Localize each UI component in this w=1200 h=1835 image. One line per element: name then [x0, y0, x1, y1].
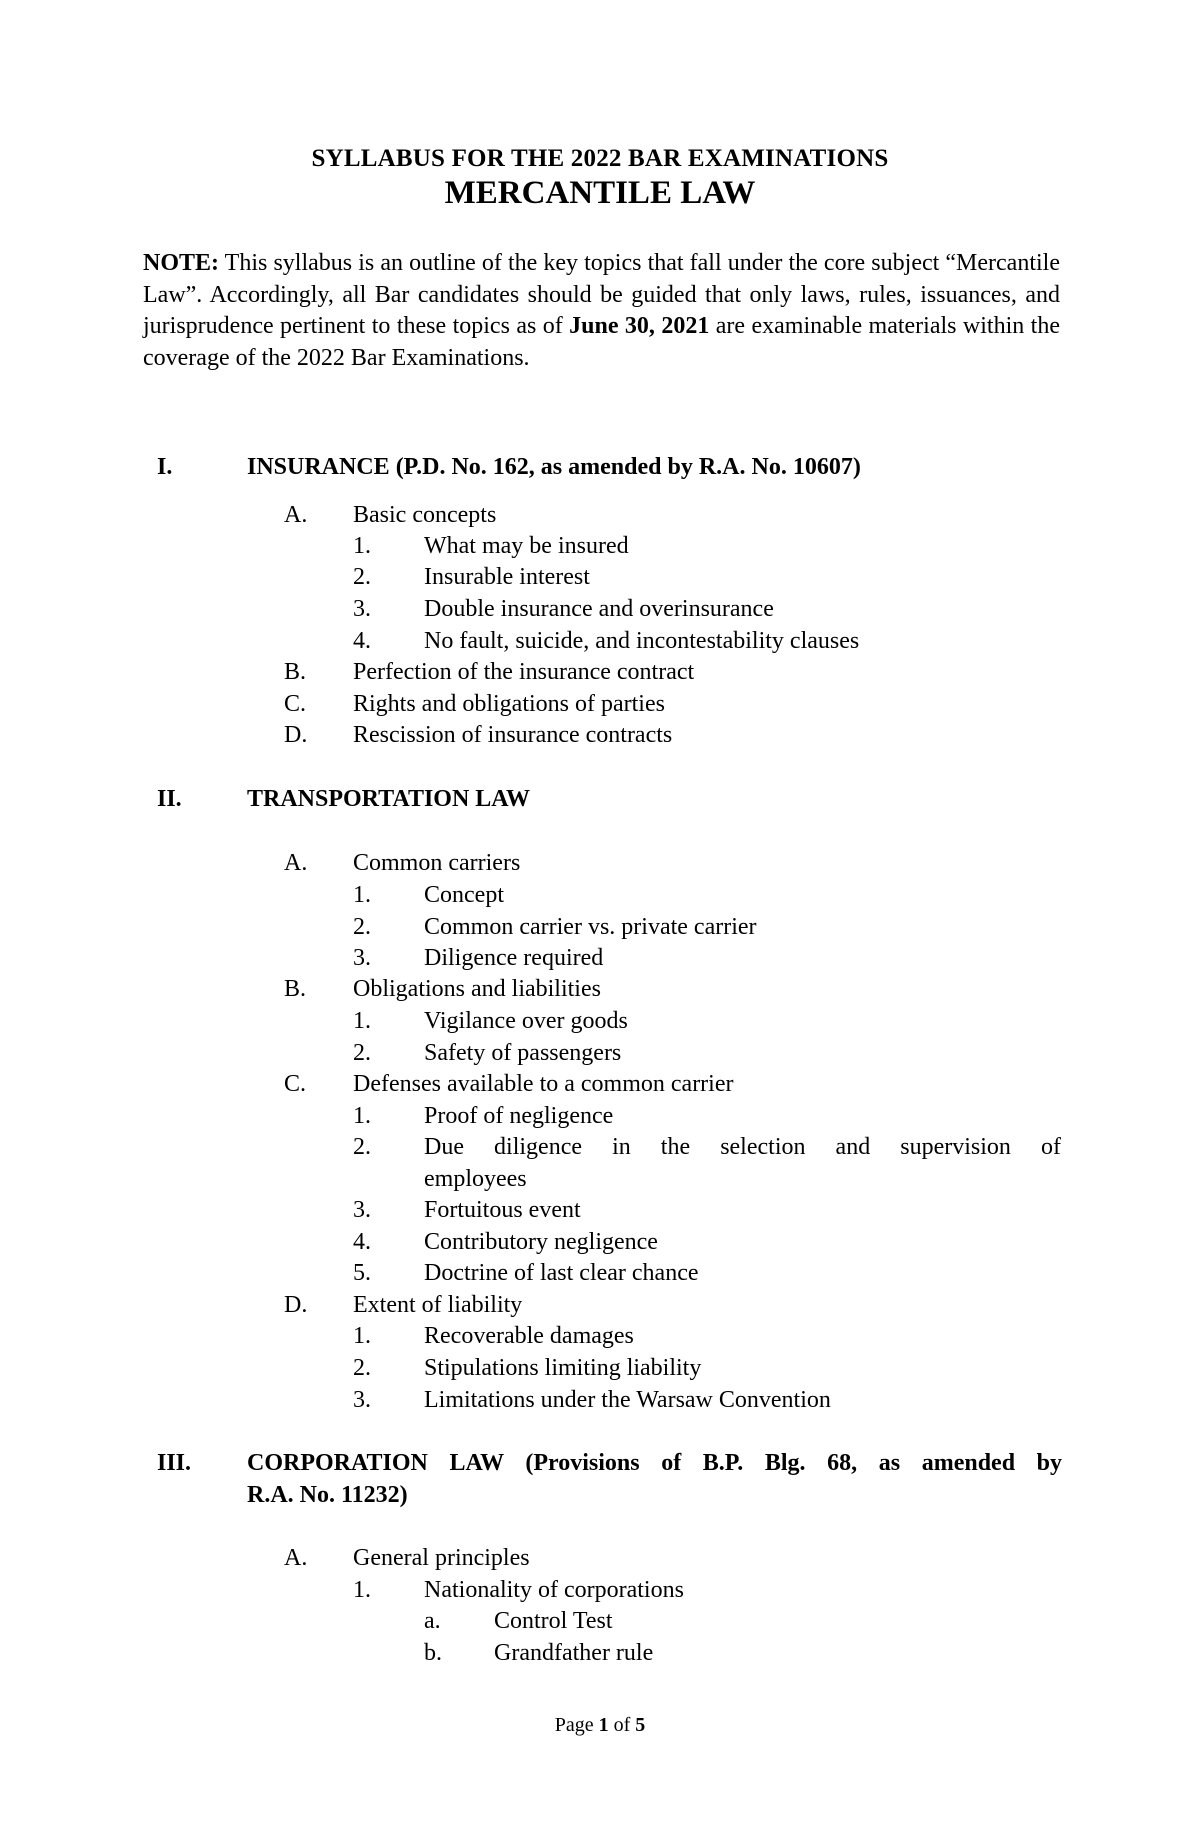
outline-item: Proof of negligence	[424, 1103, 614, 1129]
outline-label: 4.	[353, 1229, 371, 1255]
outline-item: Nationality of corporations	[424, 1577, 684, 1603]
outline-label: A.	[284, 1545, 308, 1571]
outline-label: 5.	[353, 1260, 371, 1286]
outline-label: 2.	[353, 914, 371, 940]
outline-item: Vigilance over goods	[424, 1008, 628, 1034]
outline-item: Doctrine of last clear chance	[424, 1260, 699, 1286]
outline-label: A.	[284, 850, 308, 876]
outline-item: General principles	[353, 1545, 530, 1571]
outline-label: 3.	[353, 1387, 371, 1413]
section-title: INSURANCE (P.D. No. 162, as amended by R.A. No. 10607)	[247, 454, 861, 480]
outline-item: Limitations under the Warsaw Convention	[424, 1387, 831, 1413]
outline-label: 1.	[353, 533, 371, 559]
outline-label: 2.	[353, 1134, 371, 1160]
outline-label: D.	[284, 722, 308, 748]
outline-label: D.	[284, 1292, 308, 1318]
outline-label: 1.	[353, 882, 371, 908]
outline-item: Due diligence in the selection and supervision of	[424, 1134, 1061, 1160]
outline-item: No fault, suicide, and incontestability clauses	[424, 628, 860, 654]
outline-item: Perfection of the insurance contract	[353, 659, 695, 685]
outline-label: 3.	[353, 1197, 371, 1223]
outline-item: Diligence required	[424, 945, 604, 971]
note-paragraph	[143, 248, 1060, 374]
outline-item: Double insurance and overinsurance	[424, 596, 774, 622]
outline-item: Insurable interest	[424, 564, 590, 590]
outline-item: Extent of liability	[353, 1292, 523, 1318]
outline-label: C.	[284, 691, 307, 717]
section-title-continuation: R.A. No. 11232)	[247, 1482, 408, 1508]
outline-label: 2.	[353, 1355, 371, 1381]
section-title: TRANSPORTATION LAW	[247, 786, 530, 812]
outline-item-continuation: employees	[424, 1166, 527, 1192]
note-date: June 30, 2021	[569, 313, 710, 339]
outline-label: 4.	[353, 628, 371, 654]
outline-label: 1.	[353, 1008, 371, 1034]
outline-item: What may be insured	[424, 533, 629, 559]
outline-label: 2.	[353, 564, 371, 590]
page-total: 5	[635, 1714, 646, 1736]
outline-item: Rescission of insurance contracts	[353, 722, 673, 748]
outline-item: Control Test	[494, 1608, 613, 1634]
subject-title: MERCANTILE LAW	[444, 175, 756, 211]
outline-item: Common carriers	[353, 850, 521, 876]
outline-label: b.	[424, 1640, 442, 1666]
outline-label: 2.	[353, 1040, 371, 1066]
outline-item: Stipulations limiting liability	[424, 1355, 702, 1381]
section-title: CORPORATION LAW (Provisions of B.P. Blg. 68, as amended by	[247, 1450, 1062, 1476]
outline-item: Grandfather rule	[494, 1640, 654, 1666]
outline-item: Recoverable damages	[424, 1323, 634, 1349]
page-footer	[0, 1714, 1200, 1737]
outline-item: Rights and obligations of parties	[353, 691, 665, 717]
outline-item: Obligations and liabilities	[353, 976, 601, 1002]
outline-label: A.	[284, 502, 308, 528]
outline-item: Safety of passengers	[424, 1040, 622, 1066]
outline-item: Defenses available to a common carrier	[353, 1071, 734, 1097]
outline-label: B.	[284, 659, 307, 685]
outline-label: C.	[284, 1071, 307, 1097]
note-label: NOTE:	[143, 250, 220, 276]
outline-label: B.	[284, 976, 307, 1002]
outline-label: 1.	[353, 1577, 371, 1603]
of-word: of	[608, 1714, 636, 1736]
outline-item: Concept	[424, 882, 504, 908]
outline-item: Common carrier vs. private carrier	[424, 914, 757, 940]
section-number: I.	[157, 454, 173, 480]
note-text-2: are examinable materials within the coverage of the 2022 Bar Examinations.	[143, 313, 1060, 371]
outline-label: 3.	[353, 945, 371, 971]
page-number: 1	[598, 1714, 609, 1736]
outline-label: a.	[424, 1608, 441, 1634]
section-number: III.	[157, 1450, 192, 1476]
page-word: Page	[554, 1714, 599, 1736]
outline-label: 1.	[353, 1323, 371, 1349]
note-text-1: This syllabus is an outline of the key topics that fall under the core subject “Mercantile Law”. Accordingly, all Bar candidates should be guided that only laws, rules, issuances, and jurisprudence pertinent to these topics as of	[143, 250, 1060, 339]
outline-item: Contributory negligence	[424, 1229, 658, 1255]
outline-label: 3.	[353, 596, 371, 622]
outline-item: Basic concepts	[353, 502, 497, 528]
section-number: II.	[157, 786, 182, 812]
outline-label: 1.	[353, 1103, 371, 1129]
document-title: SYLLABUS FOR THE 2022 BAR EXAMINATIONS	[311, 145, 889, 172]
outline-item: Fortuitous event	[424, 1197, 581, 1223]
